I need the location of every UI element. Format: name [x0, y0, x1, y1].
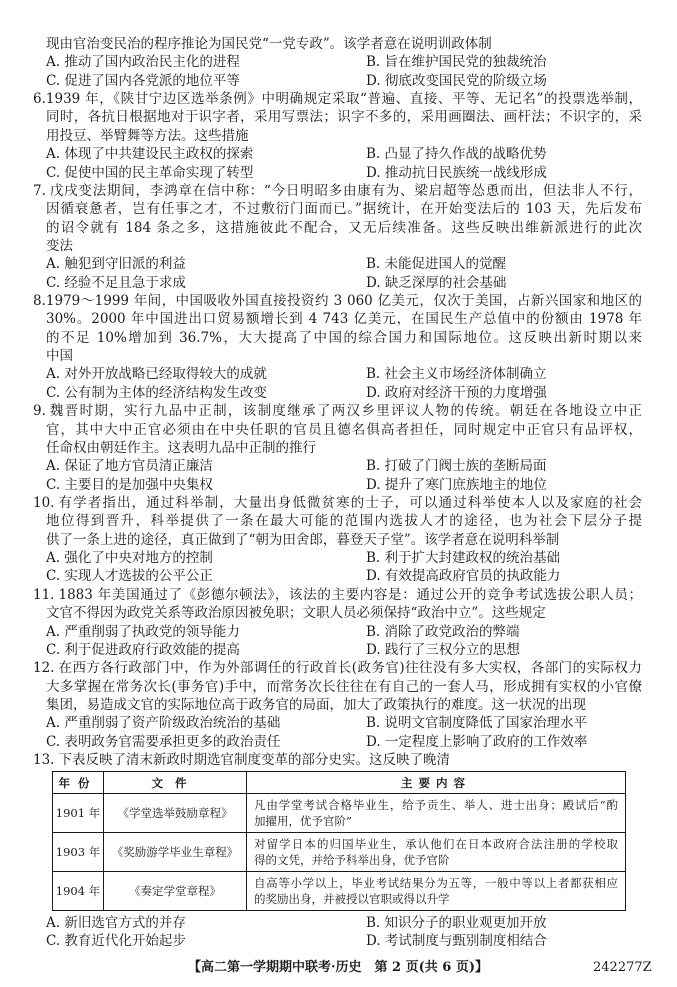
content-cell [247, 872, 626, 911]
stem-text: 中国 [46, 348, 73, 365]
options-row [33, 53, 642, 71]
question-9 [33, 402, 642, 494]
option-c: C. 公有制为主体的经济结构发生改变 [46, 384, 267, 401]
stem-text: 有学者指出，通过科举制，大量出身低微贫寒的士子，可以通过科举使本人以及家庭的社会 [58, 494, 642, 511]
options-row [33, 72, 642, 90]
option-d: D. 提升了寒门庶族地主的地位 [366, 476, 547, 493]
stem-text: 1979～1999 年间，中国吸收外国直接投资约 3 060 亿美元，仅次于美国，占新兴国家和地区的 [45, 293, 642, 310]
stem-text: 大多掌握在常务次长(事务官)手中，而常务次长往往在有自己的一套人马，形成拥有实权的小官僚 [46, 678, 642, 695]
option-c: C. 促进了国内各党派的地位平等 [46, 72, 240, 89]
stem-text: 用投豆、举臂舞等方法。这些措施 [46, 127, 249, 144]
options-row [33, 714, 642, 732]
stem-line [33, 237, 642, 255]
options-row [33, 914, 642, 932]
option-c: C. 主要目的是加强中央集权 [46, 476, 213, 493]
stem-line [33, 200, 642, 218]
option-d: D. 一定程度上影响了政府的工作效率 [366, 733, 588, 750]
stem-text: 1883 年美国通过了《彭德尔顿法》，该法的主要内容是：通过公开的竞争考试选拔公职人员； [58, 586, 642, 603]
question-7 [33, 182, 642, 292]
stem-line [33, 678, 642, 696]
option-a: A. 体现了中共建设民主政权的探索 [46, 146, 254, 163]
option-a: A. 严重削弱了执政党的领导能力 [46, 623, 240, 640]
option-b: B. 旨在维护国民党的独裁统治 [366, 54, 547, 71]
question-8 [33, 292, 642, 402]
question-number: 10. [33, 494, 55, 511]
option-d: D. 推动抗日民族统一战线形成 [366, 164, 547, 181]
table-row [53, 872, 626, 911]
option-a: A. 严重削弱了资产阶级政治统治的基础 [46, 715, 281, 732]
option-d: D. 有效提高政府官员的执政能力 [366, 568, 561, 585]
stem-line [33, 127, 642, 145]
option-b: B. 知识分子的职业观更加开放 [366, 915, 547, 931]
option-d: D. 缺乏深厚的社会基础 [366, 274, 507, 291]
year-cell: 1904 年 [53, 872, 104, 911]
table-row [53, 794, 626, 833]
question-13 [33, 751, 642, 769]
option-b: B. 打破了门阀士族的垄断局面 [366, 458, 547, 475]
stem-text: 供了一条上进的途径，真正做到了“朝为田舍郎，暮登天子堂”。该学者意在说明科举制 [46, 531, 560, 548]
option-c: C. 实现人才选拔的公平公正 [46, 568, 213, 585]
stem-text: 变法 [46, 237, 73, 254]
stem-line [33, 512, 642, 530]
paper-code: 242277Z [593, 960, 652, 975]
content-cell [247, 833, 626, 872]
option-d: D. 考试制度与甄别制度相结合 [366, 933, 547, 950]
stem-text: 戊戌变法期间，李鸿章在信中称：“今日明昭多由康有为、梁启超等怂恿而出，但法非人不行， [49, 182, 642, 199]
stem-line [33, 751, 642, 769]
stem-text: 官，其中大中正官必须由在中央任职的官员且德名俱高者担任，同时规定中正官只有品评权， [46, 421, 642, 438]
footer-title: 【高二第一学期期中联考·历史 第 2 页(共 6 页)】 [188, 960, 489, 975]
table-header-row [53, 772, 626, 794]
stem-line [33, 696, 642, 714]
options-row [33, 274, 642, 292]
question-list [33, 35, 642, 769]
option-c: C. 促使中国的民主革命实现了转型 [46, 164, 254, 181]
question-13-options [33, 914, 642, 951]
document-cell: 《奖励游学毕业生章程》 [104, 833, 247, 872]
option-c: C. 经验不足且急于求成 [46, 274, 186, 291]
options-row [33, 457, 642, 475]
stem-text: 的诏令就有 184 条之多，这措施彼此不配合，又无后续准备。这些反映出维新派进行的此次 [46, 219, 642, 236]
option-a: A. 推动了国内政治民主化的进程 [46, 54, 240, 71]
stem-line [33, 494, 642, 512]
stem-text: 在西方各行政部门中，作为外部调任的行政首长(政务官)往往没有多大实权，各部门的实际权力 [58, 660, 642, 677]
option-a: A. 对外开放战略已经取得较大的成就 [46, 366, 267, 383]
stem-text: 魏晋时期，实行九品中正制，该制度继承了两汉乡里评议人物的传统。朝廷在各地设立中正 [49, 403, 642, 420]
option-a: A. 新旧选官方式的并存 [46, 915, 186, 931]
stem-line [33, 108, 642, 126]
options-row [33, 145, 642, 163]
options-row [33, 623, 642, 641]
column-header-document: 文件 [104, 772, 247, 794]
document-cell: 《奏定学堂章程》 [104, 872, 247, 911]
stem-text: 文官不得因为政党关系等政治原因被免职；文职人员必须保持“政治中立”。这些规定 [46, 605, 546, 622]
option-d: D. 政府对经济干预的力度增强 [366, 384, 547, 401]
stem-line [33, 292, 642, 310]
question-5-continuation [33, 35, 642, 90]
content-line: 凡由学堂考试合格毕业生，给予贡生、举人、进士出身；殿试后“酌 [254, 798, 618, 812]
content-line: 对留学日本的归国毕业生，承认他们在日本政府合法注册的学校取 [254, 837, 618, 851]
content-line: 自高等小学以上，毕业考试结果分为五等，一般中等以上者都获相应 [254, 876, 618, 890]
option-b: B. 说明文官制度降低了国家治理水平 [366, 715, 588, 732]
option-d: D. 践行了三权分立的思想 [366, 641, 520, 658]
options-row [33, 549, 642, 567]
options-row [33, 733, 642, 751]
stem-line [33, 439, 642, 457]
option-c: C. 利于促进政府行政效能的提高 [46, 641, 240, 658]
options-row [33, 255, 642, 273]
question-number: 13. [33, 752, 55, 769]
question-12 [33, 659, 642, 751]
stem-text: 30%。2000 年中国进出口贸易额增长到 4 743 亿美元，在国民生产总值中的份额由 1978 年 [46, 311, 642, 328]
stem-text: 地位得到晋升，科举提供了一条在最大可能的范围内选拔人才的途径，也为社会下层分子提 [46, 513, 642, 530]
option-d: D. 彻底改变国民党的阶级立场 [366, 72, 547, 89]
question-number: 8. [33, 293, 46, 310]
question-number: 7. [33, 182, 46, 199]
option-a: A. 保证了地方官员清正廉洁 [46, 458, 213, 475]
options-row [33, 365, 642, 383]
stem-text: 下表反映了清末新政时期选官制度变革的部分史实。这反映了晚清 [58, 752, 450, 769]
stem-text: 同时，各抗日根据地对于识字者，采用写票法；识字不多的，采用画圈法、画杆法；不识字的，采 [46, 109, 642, 126]
stem-line [33, 586, 642, 604]
option-c: C. 教育近代化开始起步 [46, 933, 186, 950]
stem-line [33, 182, 642, 200]
option-b: B. 未能促进国人的觉醒 [366, 256, 507, 273]
question-number: 9. [33, 403, 46, 420]
option-a: A. 触犯到守旧派的利益 [46, 256, 186, 273]
stem-line [33, 35, 642, 53]
question-10 [33, 494, 642, 586]
stem-text: 现由官治变民治的程序推论为国民党“一党专政”。该学者意在说明训政体制 [46, 36, 492, 52]
stem-line [33, 329, 642, 347]
question-number: 11. [33, 586, 55, 603]
year-cell: 1901 年 [53, 794, 104, 833]
options-row [33, 641, 642, 659]
stem-line [33, 659, 642, 677]
document-cell: 《学堂选举鼓励章程》 [104, 794, 247, 833]
table-row [53, 833, 626, 872]
stem-line [33, 310, 642, 328]
stem-line [33, 604, 642, 622]
question-11 [33, 586, 642, 659]
option-c: C. 表明政务官需要承担更多的政治责任 [46, 733, 281, 750]
stem-text: 的不足 10%增加到 36.7%，大大提高了中国的综合国力和国际地位。这反映出新时期以来 [46, 329, 642, 346]
option-b: B. 凸显了持久作战的战略优势 [366, 146, 547, 163]
question-6 [33, 90, 642, 182]
stem-line [33, 347, 642, 365]
content-line: 加擢用，优予官阶” [254, 814, 352, 828]
options-row [33, 384, 642, 402]
option-b: B. 社会主义市场经济体制确立 [366, 366, 547, 383]
selection-reform-table [52, 771, 626, 911]
stem-text: 1939 年，《陕甘宁边区选举条例》中明确规定采取“普遍、直接、平等、无记名”的投票选举制， [45, 91, 642, 108]
options-row [33, 164, 642, 182]
column-header-content: 主要内容 [247, 772, 626, 794]
stem-text: 任命权由朝廷作主。这表明九品中正制的推行 [46, 439, 316, 456]
content-line: 得的文凭，并给予科举出身，优予官阶 [254, 853, 450, 867]
stem-text: 因循衰惫者，岂有任事之才，不过敷衍门面而已。”据统计，在开始变法后的 103 天，先后发布 [46, 201, 642, 218]
stem-line [33, 531, 642, 549]
options-row [33, 476, 642, 494]
content-cell [247, 794, 626, 833]
stem-text: 集团，易造成文官的实际地位高于政务官的局面，加大了政策执行的难度。这一状况的出现 [46, 696, 586, 713]
options-row [33, 932, 642, 950]
stem-line [33, 421, 642, 439]
question-number: 12. [33, 660, 55, 677]
stem-line [33, 402, 642, 420]
stem-line [33, 219, 642, 237]
options-row [33, 567, 642, 585]
option-b: B. 消除了政党政治的弊端 [366, 623, 520, 640]
option-a: A. 强化了中央对地方的控制 [46, 550, 213, 567]
question-number: 6. [33, 91, 46, 108]
option-b: B. 利于扩大封建政权的统治基础 [366, 550, 561, 567]
column-header-year: 年份 [53, 772, 104, 794]
stem-line [33, 90, 642, 108]
page-footer [0, 959, 677, 977]
year-cell: 1903 年 [53, 833, 104, 872]
content-line: 的奖励出身，并被授以官职或得以升学 [254, 892, 450, 906]
